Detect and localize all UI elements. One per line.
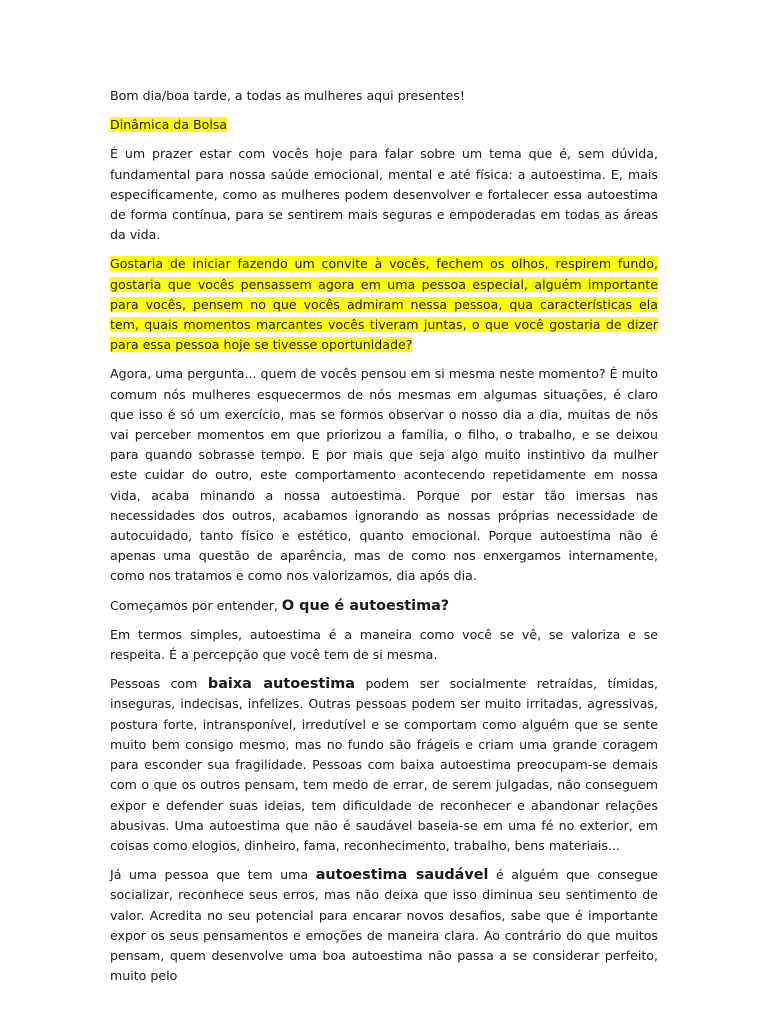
healthy-self-esteem-paragraph	[110, 865, 658, 986]
intro-paragraph: É um prazer estar com vocês hoje para falar sobre um tema que é, sem dúvida, fundamental para nossa saúde emocional, mental e até física: a autoestima. E, mais especificamente, como as mulheres podem desenvolver e fortalecer essa autoestima de forma contínua, para se sentirem mais seguras e empoderadas em todas as áreas da vida.	[110, 146, 658, 243]
low-self-esteem-lead: Pessoas com	[110, 676, 208, 692]
healthy-self-esteem-term: autoestima saudável	[315, 867, 489, 884]
definition-heading-paragraph	[110, 596, 658, 616]
healthy-self-esteem-text: é alguém que consegue socializar, reconhece seus erros, mas não deixa que isso diminua seu sentimento de valor. Acredita no seu potencial para encarar novos desafios, sabe que é importante expor os seus pensamentos e emoções de maneira clara. Ao contrário do que muitos pensam, quem desenvolve uma boa autoestima não passa a se considerar perfeito, muito pelo	[110, 867, 658, 984]
definition-lead: Começamos por entender,	[110, 597, 282, 613]
low-self-esteem-text: podem ser socialmente retraídas, tímidas, inseguras, indecisas, infelizes. Outras pessoas podem ser muito irritadas, agressivas, postura forte, intransponível, irredutível e se comportam como alguém que se sente muito bem consigo mesmo, mas no fundo são frágeis e criam uma grande coragem para esconder sua fragilidade. Pessoas com baixa autoestima preocupam-se demais com o que os outros pensam, tem medo de errar, de serem julgadas, não conseguem expor e defender suas ideias, tem dificuldade de reconhecer e abandonar relações abusivas. Uma autoestima que não é saudável baseia-se em uma fé no exterior, em coisas como elogios, dinheiro, fama, reconhecimento, trabalho, bens materiais...	[110, 676, 659, 853]
definition-question: O que é autoestima?	[281, 597, 450, 614]
question-paragraph: Agora, uma pergunta... quem de vocês pensou em si mesma neste momento? É muito comum nós mulheres esquecermos de nós mesmas em algumas situações, é claro que isso é só um exercício, mas se formos observar o nosso dia a dia, muitas de nós vai perceber momentos em que priorizou a família, o filho, o trabalho, e se deixou para quando sobrasse tempo. E por mais que seja algo muito instintivo da mulher este cuidar do outro, este comportamento acontecendo repetidamente em nossa vida, acaba minando a nossa autoestima. Porque por estar tão imersas nas necessidades dos outros, acabamos ignorando as nossas próprias necessidade de autocuidado, tanto físico e estético, quanto emocional. Porque autoestima não é apenas uma questão de aparência, mas de como nos enxergamos internamente, como nos tratamos e como nos valorizamos, dia após dia.	[110, 366, 658, 584]
invitation-highlight: Gostaria de iniciar fazendo um convite à vocês, fechem os olhos, respirem fundo, gostaria que vocês pensassem agora em uma pessoa especial, alguém importante para vocês, pensem no que vocês admiram nessa pessoa, qua características ela tem, quais momentos marcantes vocês tiveram juntas, o que você gostaria de dizer para essa pessoa hoje se tivesse oportunidade?	[110, 256, 658, 353]
low-self-esteem-paragraph	[110, 674, 658, 856]
low-self-esteem-term: baixa autoestima	[207, 676, 355, 693]
greeting-paragraph: Bom dia/boa tarde, a todas as mulheres aqui presentes!	[110, 88, 465, 103]
healthy-self-esteem-lead: Já uma pessoa que tem uma	[110, 867, 316, 883]
document-page	[110, 86, 658, 995]
dynamic-title-paragraph	[110, 115, 658, 135]
dynamic-title: Dinâmica da Bolsa	[110, 117, 228, 133]
invitation-paragraph	[110, 254, 658, 355]
definition-paragraph: Em termos simples, autoestima é a maneira como você se vê, se valoriza e se respeita. É a percepção que você tem de si mesma.	[110, 626, 658, 663]
